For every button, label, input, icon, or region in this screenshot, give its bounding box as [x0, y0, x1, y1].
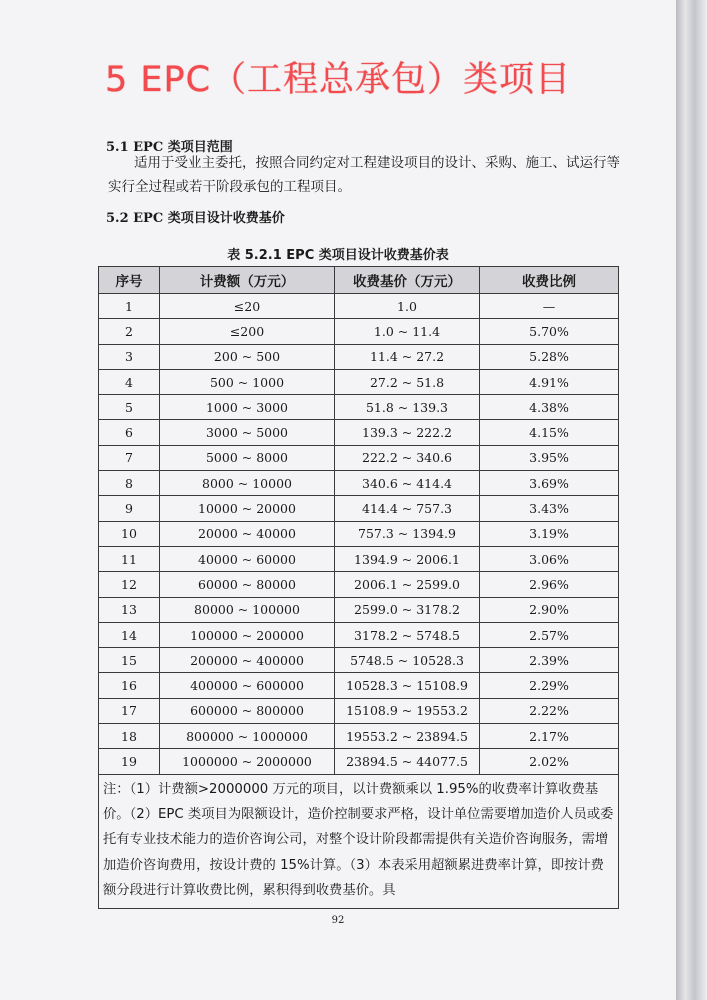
table-row — [99, 673, 619, 698]
table-row — [99, 546, 619, 571]
table-row — [99, 294, 619, 319]
table-row — [99, 648, 619, 673]
section-5-1-heading: 5.1 EPC 类项目范围 — [106, 140, 233, 155]
row-index-cell: 10 — [99, 521, 160, 546]
table-row — [99, 749, 619, 774]
fee-amount-cell: ≤200 — [160, 319, 335, 344]
table-header-row — [99, 267, 619, 294]
ratio-cell: 2.39% — [480, 648, 619, 673]
header-base-price: 收费基价（万元） — [335, 267, 480, 294]
row-index-cell: 12 — [99, 572, 160, 597]
section-5-1-text: 适用于受业主委托，按照合同约定对工程建设项目的设计、采购、施工、试运行等实行全过程或若干阶段承包的工程项目。 — [108, 155, 620, 195]
ratio-cell: 3.95% — [480, 445, 619, 470]
base-price-cell: 23894.5 ~ 44077.5 — [335, 749, 480, 774]
ratio-cell: 4.91% — [480, 369, 619, 394]
row-index-cell: 6 — [99, 420, 160, 445]
table-row — [99, 597, 619, 622]
base-price-cell: 15108.9 ~ 19553.2 — [335, 698, 480, 723]
row-index-cell: 5 — [99, 395, 160, 420]
base-price-cell: 1.0 ~ 11.4 — [335, 319, 480, 344]
fee-amount-cell: 1000000 ~ 2000000 — [160, 749, 335, 774]
row-index-cell: 15 — [99, 648, 160, 673]
ratio-cell: 3.69% — [480, 471, 619, 496]
base-price-cell: 51.8 ~ 139.3 — [335, 395, 480, 420]
row-index-cell: 17 — [99, 698, 160, 723]
page-number: 92 — [331, 915, 345, 926]
row-index-cell: 1 — [99, 294, 160, 319]
base-price-cell: 1394.9 ~ 2006.1 — [335, 546, 480, 571]
table-caption: 表 5.2.1 EPC 类项目设计收费基价表 — [227, 248, 449, 263]
base-price-cell: 19553.2 ~ 23894.5 — [335, 724, 480, 749]
fee-amount-cell: 400000 ~ 600000 — [160, 673, 335, 698]
row-index-cell: 14 — [99, 622, 160, 647]
chapter-title: 5 EPC（工程总承包）类项目 — [104, 60, 572, 100]
table-note: 注：（1）计费额>2000000 万元的项目，以计费额乘以 1.95%的收费率计算收费基价。（2）EPC 类项目为限额设计，造价控制要求严格，设计单位需要增加造价人员或委托有专业技术能力的造价咨询公司，对整个设计阶段都需提供有关造价咨询服务，需增加造价咨询费用，按设计费的 15%计算。（3）本表采用超额累进费率计算，即按计费额分段进行计算收费比例，累积得到收费基价。具 — [99, 774, 619, 908]
row-index-cell: 8 — [99, 471, 160, 496]
section-5-2-heading: 5.2 EPC 类项目设计收费基价 — [106, 211, 285, 226]
table-row — [99, 395, 619, 420]
base-price-cell: 222.2 ~ 340.6 — [335, 445, 480, 470]
table-row — [99, 496, 619, 521]
table-row — [99, 572, 619, 597]
table-row — [99, 521, 619, 546]
fee-amount-cell: 800000 ~ 1000000 — [160, 724, 335, 749]
ratio-cell: 3.06% — [480, 546, 619, 571]
fee-amount-cell: 1000 ~ 3000 — [160, 395, 335, 420]
fee-amount-cell: 60000 ~ 80000 — [160, 572, 335, 597]
base-price-cell: 10528.3 ~ 15108.9 — [335, 673, 480, 698]
row-index-cell: 7 — [99, 445, 160, 470]
ratio-cell: 2.90% — [480, 597, 619, 622]
row-index-cell: 19 — [99, 749, 160, 774]
base-price-cell: 2599.0 ~ 3178.2 — [335, 597, 480, 622]
base-price-cell: 1.0 — [335, 294, 480, 319]
fee-table — [98, 266, 619, 909]
header-index: 序号 — [99, 267, 160, 294]
fee-amount-cell: 8000 ~ 10000 — [160, 471, 335, 496]
ratio-cell: 5.28% — [480, 344, 619, 369]
base-price-cell: 139.3 ~ 222.2 — [335, 420, 480, 445]
fee-amount-cell: 100000 ~ 200000 — [160, 622, 335, 647]
table-row — [99, 420, 619, 445]
table-note-row — [99, 774, 619, 908]
row-index-cell: 2 — [99, 319, 160, 344]
ratio-cell: — — [480, 294, 619, 319]
row-index-cell: 9 — [99, 496, 160, 521]
base-price-cell: 340.6 ~ 414.4 — [335, 471, 480, 496]
table-row — [99, 698, 619, 723]
header-fee-amount: 计费额（万元） — [160, 267, 335, 294]
table-row — [99, 471, 619, 496]
row-index-cell: 13 — [99, 597, 160, 622]
fee-amount-cell: 20000 ~ 40000 — [160, 521, 335, 546]
table-body — [99, 294, 619, 775]
row-index-cell: 11 — [99, 546, 160, 571]
base-price-cell: 27.2 ~ 51.8 — [335, 369, 480, 394]
fee-amount-cell: 500 ~ 1000 — [160, 369, 335, 394]
row-index-cell: 4 — [99, 369, 160, 394]
table-row — [99, 344, 619, 369]
ratio-cell: 5.70% — [480, 319, 619, 344]
fee-amount-cell: 3000 ~ 5000 — [160, 420, 335, 445]
table-row — [99, 622, 619, 647]
fee-amount-cell: 600000 ~ 800000 — [160, 698, 335, 723]
fee-amount-cell: 40000 ~ 60000 — [160, 546, 335, 571]
ratio-cell: 2.57% — [480, 622, 619, 647]
base-price-cell: 11.4 ~ 27.2 — [335, 344, 480, 369]
fee-amount-cell: 80000 ~ 100000 — [160, 597, 335, 622]
ratio-cell: 4.15% — [480, 420, 619, 445]
ratio-cell: 2.17% — [480, 724, 619, 749]
ratio-cell: 3.43% — [480, 496, 619, 521]
base-price-cell: 5748.5 ~ 10528.3 — [335, 648, 480, 673]
base-price-cell: 3178.2 ~ 5748.5 — [335, 622, 480, 647]
row-index-cell: 18 — [99, 724, 160, 749]
row-index-cell: 3 — [99, 344, 160, 369]
ratio-cell: 2.02% — [480, 749, 619, 774]
ratio-cell: 4.38% — [480, 395, 619, 420]
base-price-cell: 757.3 ~ 1394.9 — [335, 521, 480, 546]
fee-amount-cell: 200 ~ 500 — [160, 344, 335, 369]
ratio-cell: 2.22% — [480, 698, 619, 723]
fee-amount-cell: ≤20 — [160, 294, 335, 319]
fee-amount-cell: 10000 ~ 20000 — [160, 496, 335, 521]
ratio-cell: 3.19% — [480, 521, 619, 546]
book-spine — [676, 0, 707, 1000]
row-index-cell: 16 — [99, 673, 160, 698]
fee-amount-cell: 5000 ~ 8000 — [160, 445, 335, 470]
table-row — [99, 369, 619, 394]
section-5-1-body — [108, 151, 628, 199]
table-row — [99, 724, 619, 749]
table-row — [99, 319, 619, 344]
header-ratio: 收费比例 — [480, 267, 619, 294]
fee-amount-cell: 200000 ~ 400000 — [160, 648, 335, 673]
ratio-cell: 2.96% — [480, 572, 619, 597]
table-row — [99, 445, 619, 470]
ratio-cell: 2.29% — [480, 673, 619, 698]
base-price-cell: 414.4 ~ 757.3 — [335, 496, 480, 521]
base-price-cell: 2006.1 ~ 2599.0 — [335, 572, 480, 597]
